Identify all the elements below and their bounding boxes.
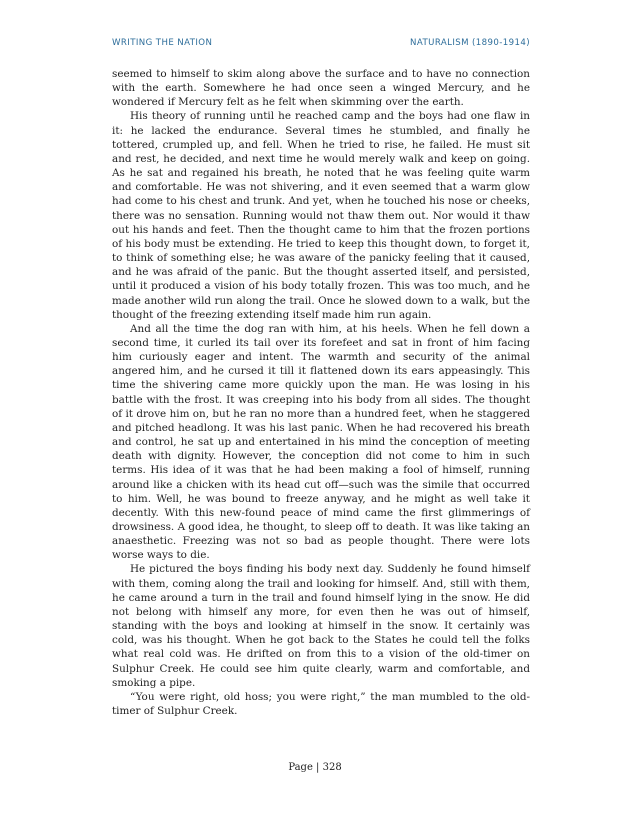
paragraph-1: seemed to himself to skim along above the surface and to have no connection with the earth. Somewhere he had once seen a winged Mercury, and he wondered if Mercury felt as he felt when skimming over the earth. [112, 68, 530, 109]
page-number: Page | 328 [288, 762, 342, 773]
body-text [112, 67, 530, 718]
paragraph-2: His theory of running until he reached camp and the boys had one flaw in it: he lacked the endurance. Several times he stumbled, and finally he tottered, crumpled up, and fell. When he tried to rise, he failed. He must sit and rest, he decided, and next time he would merely walk and keep on going. As he sat and regained his breath, he noted that he was feeling quite warm and comfortable. He was not shivering, and it even seemed that a warm glow had come to his chest and trunk. And yet, when he touched his nose or cheeks, there was no sensation. Running would not thaw them out. Nor would it thaw out his hands and feet. Then the thought came to him that the frozen portions of his body must be extending. He tried to keep this thought down, to forget it, to think of something else; he was aware of the panicky feeling that it caused, and he was afraid of the panic. But the thought asserted itself, and persisted, until it produced a vision of his body totally frozen. This was too much, and he made another wild run along the trail. Once he slowed down to a walk, but the thought of the freezing extending itself made him run again. [112, 110, 530, 321]
paragraph-4: He pictured the boys finding his body next day. Suddenly he found himself with them, coming along the trail and looking for himself. And, still with them, he came around a turn in the trail and found himself lying in the snow. He did not belong with himself any more, for even then he was out of himself, standing with the boys and looking at himself in the snow. It certainly was cold, was his thought. When he got back to the States he could tell the folks what real cold was. He drifted on from this to a vision of the old-timer on Sulphur Creek. He could see him quite clearly, warm and comfortable, and smoking a pipe. [112, 563, 530, 689]
header-book-title: WRITING THE NATION [112, 38, 213, 48]
paragraph-5: “You were right, old hoss; you were right,” the man mumbled to the old-timer of Sulphur Creek. [112, 690, 530, 718]
header-section-title: NATURALISM (1890-1914) [410, 38, 530, 48]
paragraph-3: And all the time the dog ran with him, at his heels. When he fell down a second time, it curled its tail over its forefeet and sat in front of him facing him curiously eager and intent. The warmth and security of the animal angered him, and he cursed it till it flattened down its ears appeasingly. This time the shivering came more quickly upon the man. He was losing in his battle with the frost. It was creeping into his body from all sides. The thought of it drove him on, but he ran no more than a hundred feet, when he staggered and pitched headlong. It was his last panic. When he had recovered his breath and control, he sat up and entertained in his mind the conception of meeting death with dignity. However, the conception did not come to him in such terms. His idea of it was that he had been making a fool of himself, running around like a chicken with its head cut off—such was the simile that occurred to him. Well, he was bound to freeze anyway, and he might as well take it decently. With this new-found peace of mind came the first glimmerings of drowsiness. A good idea, he thought, to sleep off to death. It was like taking an anaesthetic. Freezing was not so bad as people thought. There were lots worse ways to die. [112, 322, 530, 562]
running-header [112, 38, 530, 48]
